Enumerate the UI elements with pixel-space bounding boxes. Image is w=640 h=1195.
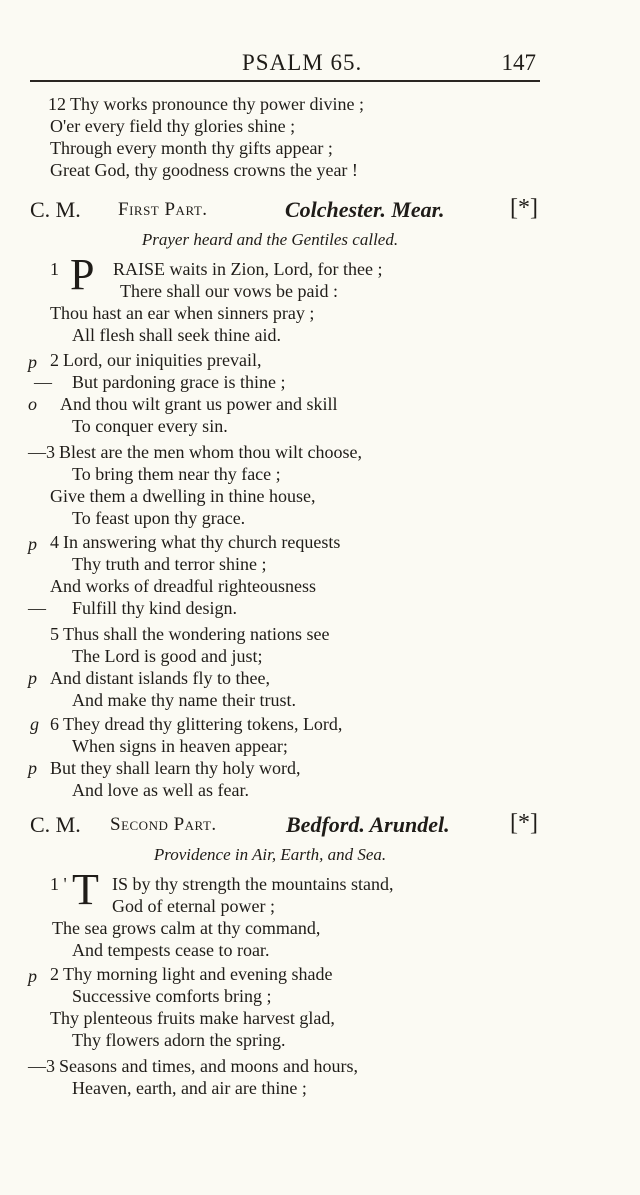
dynamics-mark: p	[28, 352, 37, 372]
verse-line: Thy plenteous fruits make harvest glad,	[50, 1008, 335, 1028]
verse-line: Through every month thy gifts appear ;	[50, 138, 333, 158]
verse-line: Great God, thy goodness crowns the year !	[50, 160, 358, 180]
verse-line: The Lord is good and just;	[72, 646, 263, 666]
dynamics-mark: p	[28, 758, 37, 778]
verse-text: Thy works pronounce thy power divine ;	[70, 94, 364, 114]
verse-line: O'er every field thy glories shine ;	[50, 116, 296, 136]
verse-line	[50, 623, 329, 645]
psalm-title: PSALM 65.	[242, 50, 363, 75]
second-part-heading	[30, 812, 540, 842]
star-mark: [*]	[510, 810, 538, 836]
verse-line: Thy flowers adorn the spring.	[72, 1030, 286, 1050]
page-header	[30, 50, 540, 82]
verse-line	[50, 963, 332, 985]
verse-line	[50, 349, 261, 371]
verse-line: And tempests cease to roar.	[72, 940, 270, 960]
verse-number: 4	[50, 532, 59, 552]
dynamics-mark: —	[34, 372, 52, 392]
verse-line: To bring them near thy face ;	[72, 464, 281, 484]
verse-line: Heaven, earth, and air are thine ;	[72, 1078, 307, 1098]
verse-line: RAISE waits in Zion, Lord, for thee ;	[113, 259, 383, 279]
verse-line	[50, 713, 342, 735]
verse-line: But pardoning grace is thine ;	[72, 372, 286, 392]
verse-number: 12	[48, 94, 66, 114]
verse-line: Successive comforts bring ;	[72, 986, 272, 1006]
verse-line: IS by thy strength the mountains stand,	[112, 874, 394, 894]
verse-text: Seasons and times, and moons and hours,	[59, 1056, 358, 1076]
verse-line: When signs in heaven appear;	[72, 736, 288, 756]
verse-line: Fulfill thy kind design.	[72, 598, 238, 618]
verse-line: Thy truth and terror shine ;	[72, 554, 267, 574]
verse-number: 1	[50, 874, 59, 894]
verse-line: To feast upon thy grace.	[72, 508, 246, 528]
first-part-heading	[30, 197, 540, 227]
verse-line	[28, 1055, 358, 1077]
verse-line: And love as well as fear.	[72, 780, 249, 800]
tune-names: Bedford. Arundel.	[286, 812, 450, 837]
verse-line: Give them a dwelling in thine house,	[50, 486, 316, 506]
tune-names: Colchester. Mear.	[285, 197, 445, 222]
verse-text: Thy morning light and evening shade	[63, 964, 333, 984]
verse-number: 5	[50, 624, 59, 644]
verse-text: They dread thy glittering tokens, Lord,	[63, 714, 343, 734]
verse-line	[50, 531, 340, 553]
verse-text: Blest are the men whom thou wilt choose,	[59, 442, 362, 462]
drop-cap: P	[70, 250, 95, 299]
part-name: Second Part.	[110, 814, 217, 835]
verse-line	[50, 873, 67, 895]
verse-text: In answering what thy church requests	[63, 532, 341, 552]
part-subtitle: Providence in Air, Earth, and Sea.	[153, 845, 387, 864]
verse-number: 2	[50, 350, 59, 370]
dynamics-mark: p	[28, 966, 37, 986]
verse-line: And works of dreadful righteousness	[50, 576, 316, 596]
verse-number: —3	[28, 442, 55, 462]
dynamics-mark: o	[28, 394, 37, 414]
apostrophe: '	[63, 874, 67, 894]
verse-line	[28, 441, 362, 463]
page-number: 147	[501, 50, 536, 75]
star-mark: [*]	[510, 195, 538, 221]
verse-line: And make thy name their trust.	[72, 690, 296, 710]
verse-text: Lord, our iniquities prevail,	[63, 350, 262, 370]
verse-line: But they shall learn thy holy word,	[50, 758, 301, 778]
verse-line: All flesh shall seek thine aid.	[72, 325, 281, 345]
drop-cap: T	[72, 865, 99, 914]
meter-label: C. M.	[30, 197, 81, 222]
verse-line: The sea grows calm at thy command,	[52, 918, 321, 938]
part-subtitle: Prayer heard and the Gentiles called.	[141, 230, 399, 249]
verse-number: 6	[50, 714, 59, 734]
dynamics-mark: p	[28, 534, 37, 554]
verse-line: And distant islands fly to thee,	[50, 668, 270, 688]
dynamics-mark: p	[28, 668, 37, 688]
verse-line: There shall our vows be paid :	[120, 281, 338, 301]
verse-number: —3	[28, 1056, 55, 1076]
verse-line: Thou hast an ear when sinners pray ;	[50, 303, 315, 323]
verse-line: To conquer every sin.	[72, 416, 228, 436]
meter-label: C. M.	[30, 812, 81, 837]
verse-text: Thus shall the wondering nations see	[63, 624, 330, 644]
dynamics-mark: g	[30, 714, 39, 734]
dynamics-mark: —	[28, 598, 46, 618]
verse-line: And thou wilt grant us power and skill	[60, 394, 338, 414]
verse-number: 1	[50, 259, 59, 279]
verse-number: 2	[50, 964, 59, 984]
verse-line: God of eternal power ;	[112, 896, 275, 916]
verse-line	[48, 93, 364, 115]
part-name: First Part.	[118, 199, 208, 220]
